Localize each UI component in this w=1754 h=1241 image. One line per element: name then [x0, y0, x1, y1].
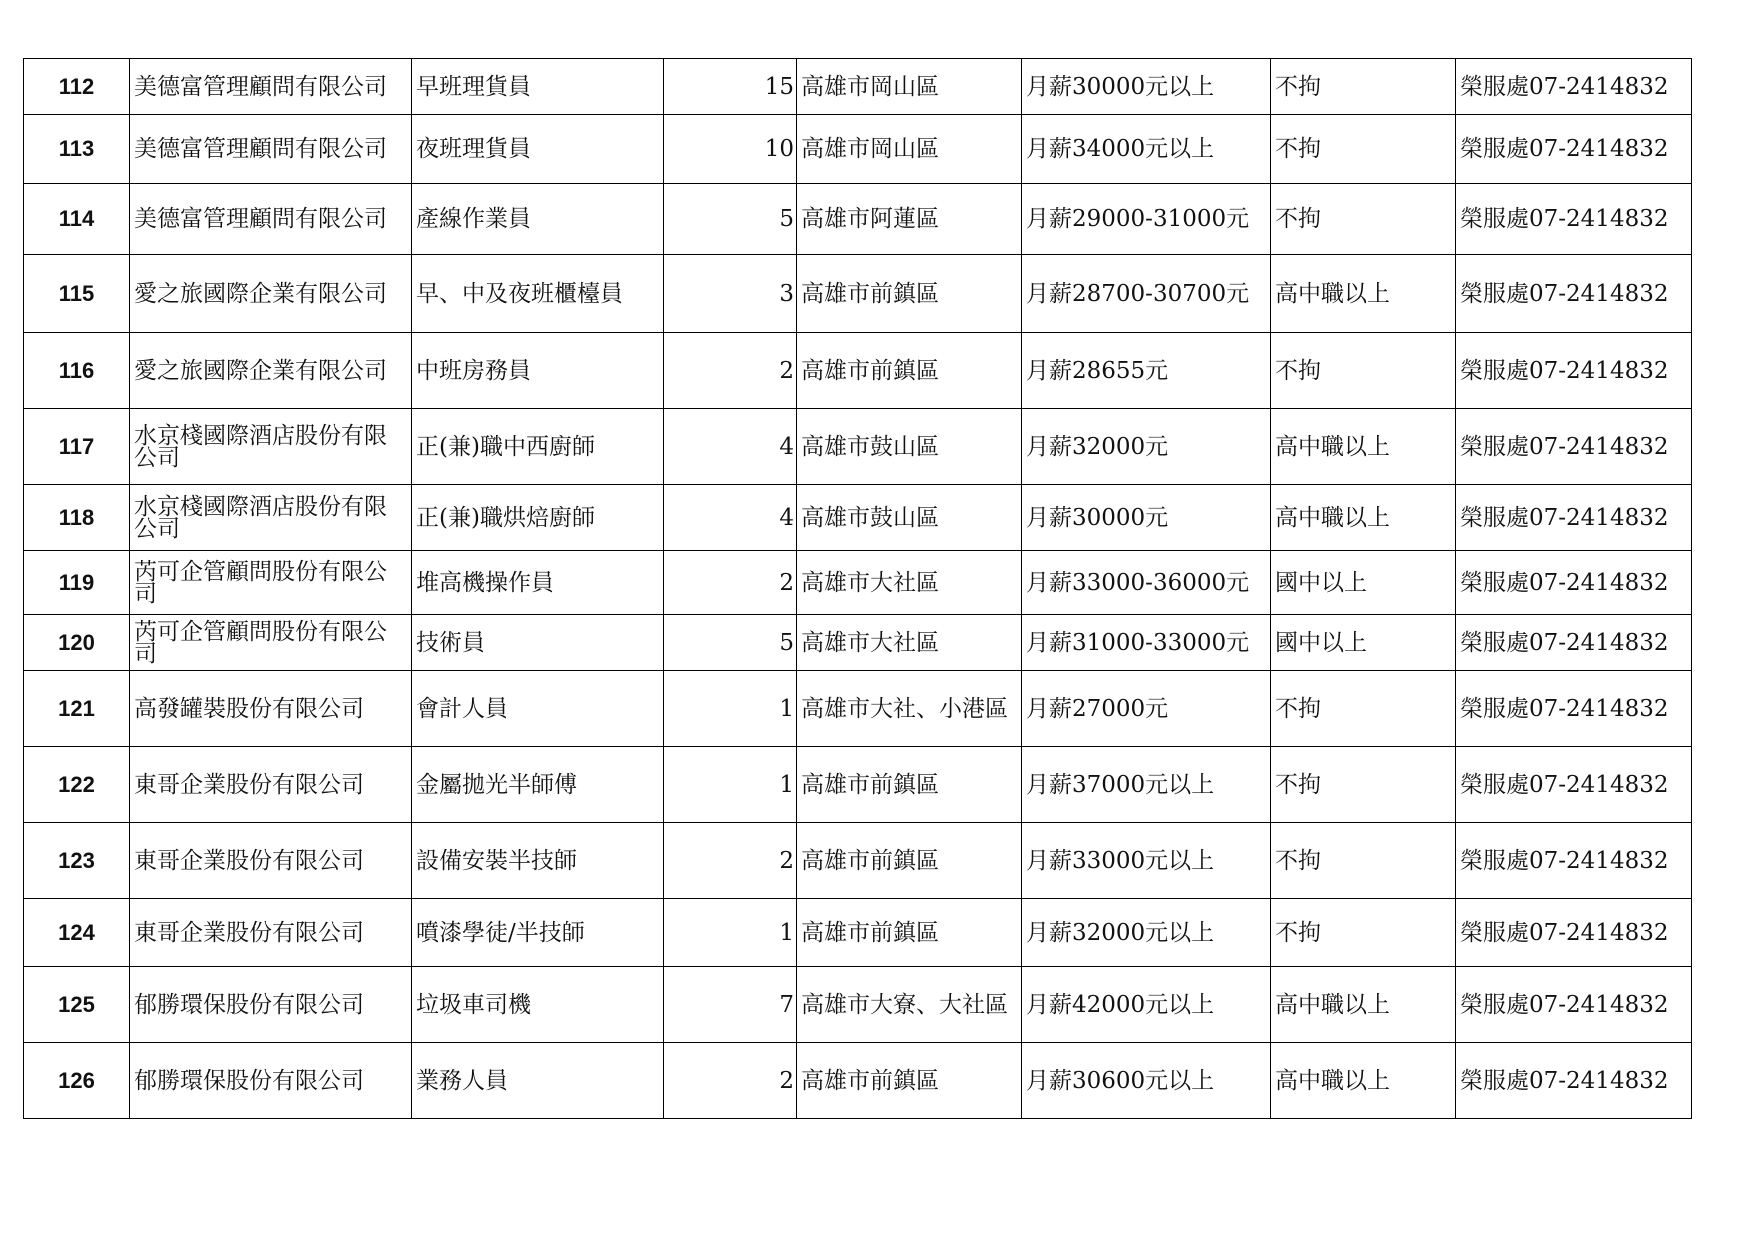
- contact-info: 榮服處07-2414832: [1456, 899, 1692, 967]
- row-number: 120: [24, 615, 130, 671]
- salary: 月薪30000元: [1022, 485, 1271, 551]
- row-number: 116: [24, 333, 130, 409]
- job-title: 中班房務員: [412, 333, 664, 409]
- row-number: 115: [24, 255, 130, 333]
- table-row: [24, 1043, 1692, 1119]
- openings-count: 4: [664, 409, 797, 485]
- company-name: 東哥企業股份有限公司: [130, 747, 412, 823]
- openings-count: 15: [664, 59, 797, 115]
- contact-info: 榮服處07-2414832: [1456, 615, 1692, 671]
- table-row: [24, 333, 1692, 409]
- openings-count: 2: [664, 823, 797, 899]
- work-location: 高雄市前鎮區: [797, 1043, 1022, 1119]
- work-location: 高雄市大社、小港區: [797, 671, 1022, 747]
- row-number: 117: [24, 409, 130, 485]
- job-title: 噴漆學徒/半技師: [412, 899, 664, 967]
- company-name: 水京棧國際酒店股份有限公司: [130, 485, 412, 551]
- company-name: 美德富管理顧問有限公司: [130, 115, 412, 184]
- education-requirement: 不拘: [1271, 184, 1456, 255]
- job-openings-table: [23, 58, 1692, 1119]
- table-row: [24, 59, 1692, 115]
- company-name: 郁勝環保股份有限公司: [130, 967, 412, 1043]
- row-number: 112: [24, 59, 130, 115]
- contact-info: 榮服處07-2414832: [1456, 409, 1692, 485]
- openings-count: 7: [664, 967, 797, 1043]
- table-row: [24, 409, 1692, 485]
- table-row: [24, 671, 1692, 747]
- job-title: 會計人員: [412, 671, 664, 747]
- education-requirement: 不拘: [1271, 671, 1456, 747]
- salary: 月薪37000元以上: [1022, 747, 1271, 823]
- salary: 月薪32000元以上: [1022, 899, 1271, 967]
- salary: 月薪29000-31000元: [1022, 184, 1271, 255]
- salary: 月薪42000元以上: [1022, 967, 1271, 1043]
- work-location: 高雄市前鎮區: [797, 333, 1022, 409]
- openings-count: 2: [664, 1043, 797, 1119]
- job-title: 堆高機操作員: [412, 551, 664, 615]
- salary: 月薪32000元: [1022, 409, 1271, 485]
- company-name: 美德富管理顧問有限公司: [130, 184, 412, 255]
- education-requirement: 高中職以上: [1271, 485, 1456, 551]
- contact-info: 榮服處07-2414832: [1456, 671, 1692, 747]
- row-number: 122: [24, 747, 130, 823]
- table-row: [24, 823, 1692, 899]
- work-location: 高雄市前鎮區: [797, 255, 1022, 333]
- company-name: 芮可企管顧問股份有限公司: [130, 615, 412, 671]
- salary: 月薪30000元以上: [1022, 59, 1271, 115]
- contact-info: 榮服處07-2414832: [1456, 551, 1692, 615]
- row-number: 124: [24, 899, 130, 967]
- contact-info: 榮服處07-2414832: [1456, 115, 1692, 184]
- education-requirement: 國中以上: [1271, 551, 1456, 615]
- education-requirement: 不拘: [1271, 59, 1456, 115]
- openings-count: 5: [664, 184, 797, 255]
- education-requirement: 國中以上: [1271, 615, 1456, 671]
- table-row: [24, 747, 1692, 823]
- openings-count: 2: [664, 333, 797, 409]
- openings-count: 1: [664, 899, 797, 967]
- table-row: [24, 967, 1692, 1043]
- work-location: 高雄市前鎮區: [797, 899, 1022, 967]
- contact-info: 榮服處07-2414832: [1456, 485, 1692, 551]
- salary: 月薪33000-36000元: [1022, 551, 1271, 615]
- company-name: 高發罐裝股份有限公司: [130, 671, 412, 747]
- work-location: 高雄市岡山區: [797, 59, 1022, 115]
- job-title: 垃圾車司機: [412, 967, 664, 1043]
- row-number: 118: [24, 485, 130, 551]
- company-name: 芮可企管顧問股份有限公司: [130, 551, 412, 615]
- job-title: 業務人員: [412, 1043, 664, 1119]
- salary: 月薪28700-30700元: [1022, 255, 1271, 333]
- openings-count: 2: [664, 551, 797, 615]
- contact-info: 榮服處07-2414832: [1456, 59, 1692, 115]
- table-row: [24, 255, 1692, 333]
- education-requirement: 高中職以上: [1271, 967, 1456, 1043]
- job-title: 正(兼)職中西廚師: [412, 409, 664, 485]
- company-name: 東哥企業股份有限公司: [130, 823, 412, 899]
- openings-count: 3: [664, 255, 797, 333]
- row-number: 125: [24, 967, 130, 1043]
- education-requirement: 高中職以上: [1271, 255, 1456, 333]
- row-number: 113: [24, 115, 130, 184]
- education-requirement: 高中職以上: [1271, 409, 1456, 485]
- company-name: 愛之旅國際企業有限公司: [130, 255, 412, 333]
- work-location: 高雄市前鎮區: [797, 747, 1022, 823]
- contact-info: 榮服處07-2414832: [1456, 747, 1692, 823]
- salary: 月薪34000元以上: [1022, 115, 1271, 184]
- company-name: 美德富管理顧問有限公司: [130, 59, 412, 115]
- salary: 月薪28655元: [1022, 333, 1271, 409]
- table-row: [24, 615, 1692, 671]
- education-requirement: 不拘: [1271, 115, 1456, 184]
- salary: 月薪30600元以上: [1022, 1043, 1271, 1119]
- table-row: [24, 485, 1692, 551]
- education-requirement: 高中職以上: [1271, 1043, 1456, 1119]
- table-body: [24, 59, 1692, 1119]
- company-name: 郁勝環保股份有限公司: [130, 1043, 412, 1119]
- row-number: 114: [24, 184, 130, 255]
- work-location: 高雄市前鎮區: [797, 823, 1022, 899]
- job-title: 早、中及夜班櫃檯員: [412, 255, 664, 333]
- education-requirement: 不拘: [1271, 747, 1456, 823]
- job-title: 設備安裝半技師: [412, 823, 664, 899]
- job-title: 正(兼)職烘焙廚師: [412, 485, 664, 551]
- work-location: 高雄市阿蓮區: [797, 184, 1022, 255]
- contact-info: 榮服處07-2414832: [1456, 1043, 1692, 1119]
- table-row: [24, 899, 1692, 967]
- job-title: 技術員: [412, 615, 664, 671]
- job-title: 產線作業員: [412, 184, 664, 255]
- work-location: 高雄市岡山區: [797, 115, 1022, 184]
- table-row: [24, 115, 1692, 184]
- row-number: 121: [24, 671, 130, 747]
- openings-count: 1: [664, 671, 797, 747]
- company-name: 東哥企業股份有限公司: [130, 899, 412, 967]
- contact-info: 榮服處07-2414832: [1456, 967, 1692, 1043]
- job-title: 夜班理貨員: [412, 115, 664, 184]
- openings-count: 1: [664, 747, 797, 823]
- openings-count: 4: [664, 485, 797, 551]
- work-location: 高雄市大寮、大社區: [797, 967, 1022, 1043]
- company-name: 水京棧國際酒店股份有限公司: [130, 409, 412, 485]
- row-number: 123: [24, 823, 130, 899]
- table-row: [24, 184, 1692, 255]
- job-title: 早班理貨員: [412, 59, 664, 115]
- table-row: [24, 551, 1692, 615]
- contact-info: 榮服處07-2414832: [1456, 184, 1692, 255]
- company-name: 愛之旅國際企業有限公司: [130, 333, 412, 409]
- job-title: 金屬拋光半師傅: [412, 747, 664, 823]
- work-location: 高雄市鼓山區: [797, 409, 1022, 485]
- contact-info: 榮服處07-2414832: [1456, 823, 1692, 899]
- openings-count: 5: [664, 615, 797, 671]
- contact-info: 榮服處07-2414832: [1456, 255, 1692, 333]
- contact-info: 榮服處07-2414832: [1456, 333, 1692, 409]
- salary: 月薪27000元: [1022, 671, 1271, 747]
- education-requirement: 不拘: [1271, 899, 1456, 967]
- education-requirement: 不拘: [1271, 333, 1456, 409]
- salary: 月薪33000元以上: [1022, 823, 1271, 899]
- row-number: 119: [24, 551, 130, 615]
- salary: 月薪31000-33000元: [1022, 615, 1271, 671]
- education-requirement: 不拘: [1271, 823, 1456, 899]
- work-location: 高雄市大社區: [797, 615, 1022, 671]
- openings-count: 10: [664, 115, 797, 184]
- row-number: 126: [24, 1043, 130, 1119]
- work-location: 高雄市大社區: [797, 551, 1022, 615]
- work-location: 高雄市鼓山區: [797, 485, 1022, 551]
